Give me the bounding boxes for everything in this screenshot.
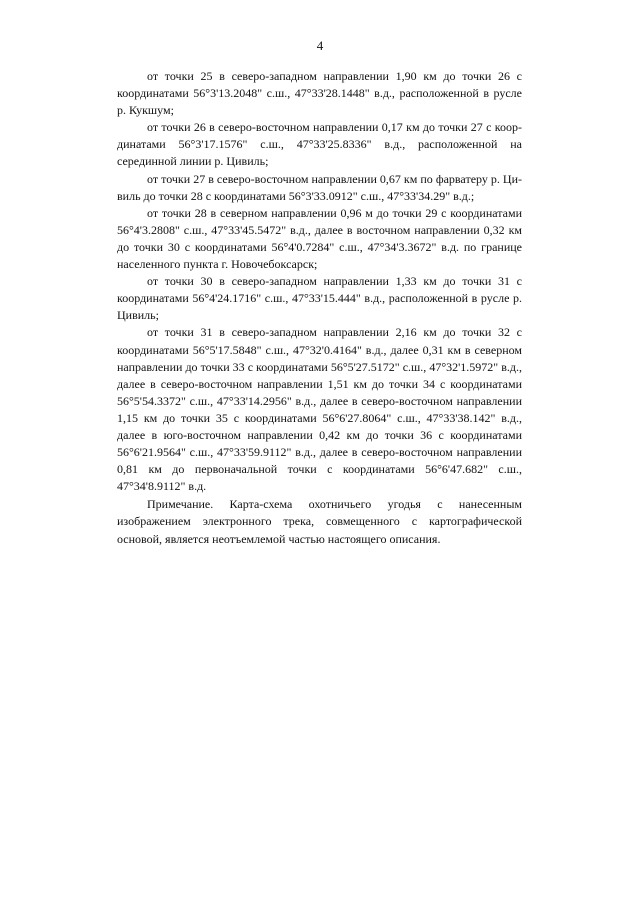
paragraph-point-27: от точки 27 в северо-восточном направлении 0,67 км по фарватеру р. Цивиль до точки 28 с координатами 56°3'33.0912" с.ш., 47°33'34.29" в.д.; (117, 171, 522, 203)
paragraph-point-31: от точки 31 в северо-западном направлении 2,16 км до точки 32 с координатами 56°5'17.5848" с.ш., 47°32'0.4164" в.д., далее 0,31 км в северном направлении до точки 33 с координатами 56°5'27.5172" с.ш., 47°32'1.5972" в.д., далее в северо-восточном направлении 1,51 км до точки 34 с координатами 56°5'54.3372" с.ш., 47°33'14.2956" в.д., далее в северо-восточном направлении 1,15 км до точки 35 с координатами 56°6'27.8064" с.ш., 47°33'38.142" в.д., далее в юго-восточном направлении 0,42 км до точки 36 с координатами 56°6'21.9564" с.ш., 47°33'59.9112" в.д., далее в северо-восточном направлении 0,81 км до первоначальной точки с координатами 56°6'47.682" с.ш., 47°34'8.9112" в.д. (117, 325, 522, 494)
page-number: 4 (316, 38, 324, 53)
paragraph-point-26: от точки 26 в северо-восточном направлении 0,17 км до точки 27 с координатами 56°3'17.1576" с.ш., 47°33'25.8336" в.д., расположенной на серединной линии р. Цивиль; (117, 120, 522, 169)
paragraph-point-30: от точки 30 в северо-западном направлении 1,33 км до точки 31 с координатами 56°4'24.1716" с.ш., 47°33'15.444" в.д., расположенной в русле р. Цивиль; (117, 274, 522, 323)
paragraph-point-25: от точки 25 в северо-западном направлении 1,90 км до точки 26 с координатами 56°3'13.2048" с.ш., 47°33'28.1448" в.д., расположенной в русле р. Кукшум; (117, 69, 522, 118)
note-paragraph: Примечание. Карта-схема охотничьего угодья с нанесенным изображением электронного трека, совмещенного с картографической основой, является неотъемлемой частью настоящего описания. (117, 497, 522, 546)
document-body (117, 68, 522, 548)
paragraph-point-28: от точки 28 в северном направлении 0,96 м до точки 29 с координатами 56°4'3.2808" с.ш., 47°33'45.5472" в.д., далее в восточном направлении 0,32 км до точки 30 с координатами 56°4'0.7284" с.ш., 47°34'3.3672" в.д. по границе населенного пункта г. Новочебоксарск; (117, 205, 522, 272)
